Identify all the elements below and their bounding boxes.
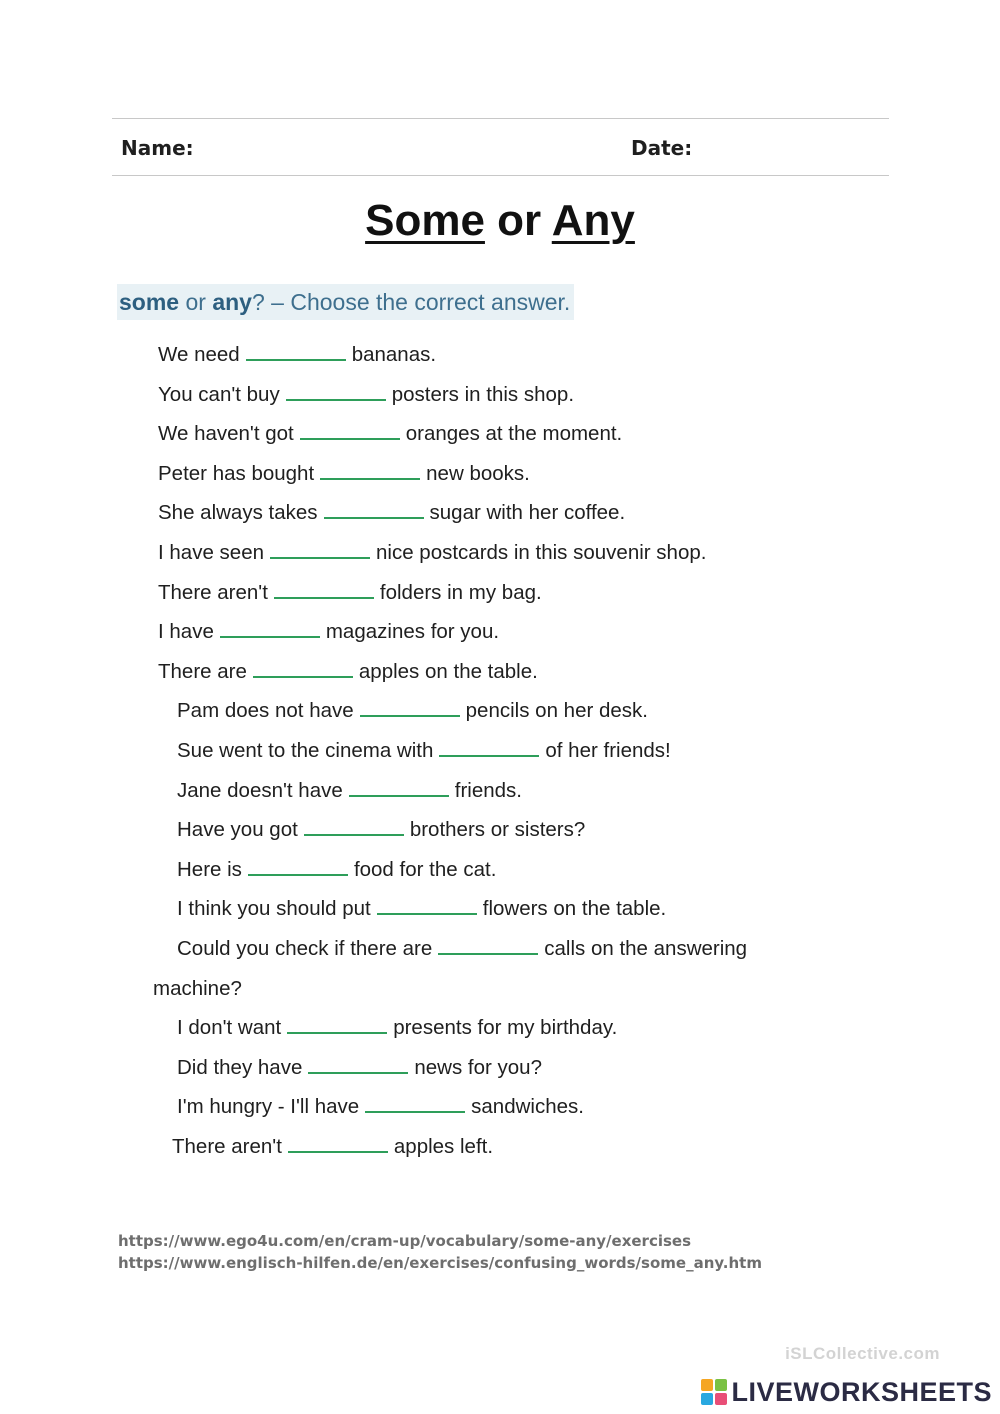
answer-blank[interactable] bbox=[438, 937, 538, 955]
instruction-some: some bbox=[119, 289, 180, 315]
sentence-before: Jane doesn't have bbox=[177, 778, 343, 802]
item-sentence bbox=[158, 459, 530, 489]
sentence-after: apples left. bbox=[393, 1135, 494, 1158]
answer-blank[interactable] bbox=[248, 858, 348, 876]
sentence-after: of her friends! bbox=[545, 739, 671, 762]
answer-blank[interactable] bbox=[220, 620, 320, 638]
answer-blank[interactable] bbox=[286, 383, 386, 401]
sentence-after: bananas. bbox=[351, 343, 437, 366]
liveworksheets-logo bbox=[701, 1374, 992, 1410]
sentence-after: posters in this shop. bbox=[391, 382, 575, 406]
sentence-before: She always takes bbox=[158, 501, 318, 525]
sentence-before: Peter has bought bbox=[158, 461, 315, 485]
sentence-before: Have you got bbox=[177, 818, 298, 842]
item-sentence bbox=[158, 340, 436, 370]
answer-blank[interactable] bbox=[270, 541, 370, 559]
sentence-before: I'm hungry - I'll have bbox=[177, 1095, 360, 1119]
sentence-before: I have seen bbox=[158, 541, 264, 564]
sentence-before: We haven't got bbox=[158, 422, 294, 446]
sentence-after: news for you? bbox=[414, 1055, 542, 1079]
sources bbox=[118, 1230, 762, 1274]
sentence-after: brothers or sisters? bbox=[409, 818, 586, 842]
sentence-after: folders in my bag. bbox=[379, 580, 542, 604]
header-top-rule bbox=[112, 118, 889, 119]
sentence-after: magazines for you. bbox=[325, 620, 500, 644]
answer-blank[interactable] bbox=[274, 581, 374, 599]
sentence-after: new books. bbox=[426, 461, 530, 485]
sentence-after: nice postcards in this souvenir shop. bbox=[376, 541, 707, 564]
answer-blank[interactable] bbox=[320, 462, 420, 480]
sentence-before: You can't buy bbox=[158, 382, 280, 406]
sentence-before: I don't want bbox=[177, 1016, 282, 1040]
sentence-after: oranges at the moment. bbox=[405, 422, 623, 446]
title-some: Some bbox=[365, 196, 485, 245]
answer-blank[interactable] bbox=[300, 422, 400, 440]
item-sentence bbox=[177, 815, 585, 845]
sentence-before: Sue went to the cinema with bbox=[177, 739, 434, 762]
header-bottom-rule bbox=[112, 175, 889, 176]
page-title bbox=[0, 196, 1000, 246]
sentence-after: apples on the table. bbox=[358, 659, 538, 683]
answer-blank[interactable] bbox=[287, 1016, 387, 1034]
islcollective-watermark: iSLCollective.com bbox=[785, 1344, 940, 1363]
item-sentence bbox=[177, 696, 648, 726]
instruction-or: or bbox=[179, 289, 213, 315]
sentence-after: sandwiches. bbox=[471, 1095, 584, 1119]
answer-blank[interactable] bbox=[360, 699, 460, 717]
answer-blank[interactable] bbox=[349, 779, 449, 797]
sentence-before: Pam does not have bbox=[177, 699, 354, 723]
item-sentence bbox=[177, 776, 522, 806]
answer-blank[interactable] bbox=[377, 897, 477, 915]
sentence-before: There aren't bbox=[158, 580, 268, 604]
item-sentence bbox=[177, 855, 496, 885]
source-link[interactable]: https://www.ego4u.com/en/cram-up/vocabulary/some-any/exercises bbox=[118, 1232, 692, 1250]
answer-blank[interactable] bbox=[439, 739, 539, 757]
item-sentence bbox=[177, 1013, 617, 1043]
answer-blank[interactable] bbox=[308, 1056, 408, 1074]
sentence-before: We need bbox=[158, 343, 240, 366]
title-or: or bbox=[484, 196, 552, 245]
sentence-before: I think you should put bbox=[177, 897, 371, 921]
item-sentence bbox=[158, 498, 625, 528]
sentence-after: presents for my birthday. bbox=[393, 1016, 618, 1040]
sentence-before: Could you check if there are bbox=[177, 937, 433, 960]
item-sentence bbox=[177, 1092, 584, 1122]
name-label: Name: bbox=[121, 136, 194, 160]
sentence-after: sugar with her coffee. bbox=[429, 501, 626, 525]
item-sentence bbox=[158, 419, 622, 449]
item-sentence bbox=[158, 617, 499, 647]
item-sentence bbox=[172, 1132, 493, 1162]
sentence-before: There aren't bbox=[172, 1135, 282, 1158]
sentence-before: There are bbox=[158, 659, 247, 683]
date-label: Date: bbox=[631, 136, 693, 160]
answer-blank[interactable] bbox=[365, 1095, 465, 1113]
item-sentence bbox=[158, 657, 538, 687]
source-link[interactable]: https://www.englisch-hilfen.de/en/exercises/confusing_words/some_any.htm bbox=[118, 1254, 762, 1272]
liveworksheets-text: LIVEWORKSHEETS bbox=[731, 1376, 992, 1407]
answer-blank[interactable] bbox=[246, 343, 346, 361]
continuation-text: machine? bbox=[153, 976, 242, 1000]
answer-blank[interactable] bbox=[253, 660, 353, 678]
instruction-rest: ? – Choose the correct answer. bbox=[251, 289, 571, 315]
sentence-after: calls on the answering bbox=[544, 937, 748, 960]
instruction bbox=[117, 284, 574, 320]
item-sentence bbox=[158, 578, 542, 608]
item-sentence bbox=[177, 934, 747, 964]
sentence-after: pencils on her desk. bbox=[465, 699, 648, 723]
item-sentence bbox=[177, 736, 671, 766]
sentence-before: Here is bbox=[177, 857, 242, 881]
item-sentence bbox=[177, 894, 666, 924]
sentence-before: I have bbox=[158, 620, 214, 644]
item-sentence bbox=[158, 538, 706, 568]
liveworksheets-icon bbox=[701, 1379, 727, 1405]
item-sentence bbox=[158, 380, 574, 410]
sentence-after: food for the cat. bbox=[353, 857, 497, 881]
title-any: Any bbox=[551, 196, 635, 245]
answer-blank[interactable] bbox=[324, 501, 424, 519]
sentence-before: Did they have bbox=[177, 1055, 303, 1079]
instruction-any: any bbox=[212, 289, 252, 315]
answer-blank[interactable] bbox=[288, 1135, 388, 1153]
sentence-after: friends. bbox=[454, 778, 522, 802]
answer-blank[interactable] bbox=[304, 818, 404, 836]
item-sentence bbox=[177, 1053, 542, 1083]
sentence-after: flowers on the table. bbox=[482, 897, 667, 921]
